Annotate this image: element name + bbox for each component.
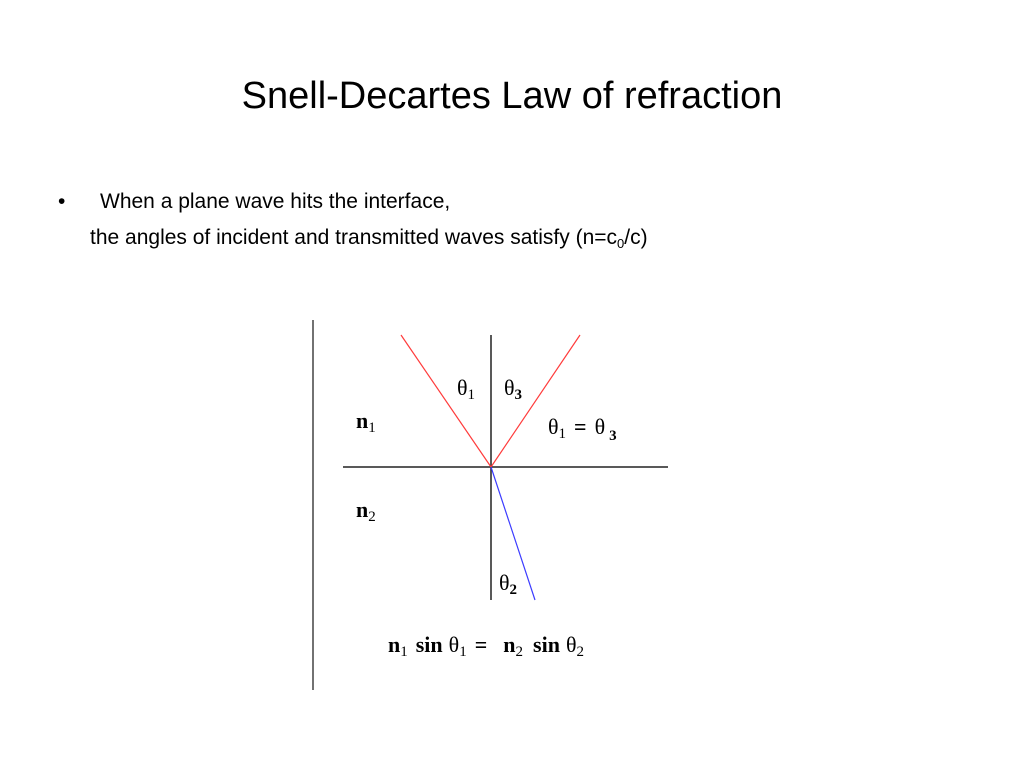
bullet-mark: • [58, 190, 66, 213]
n2-label: n2 [356, 497, 376, 525]
reflected-ray [491, 335, 580, 467]
theta1-label: θ1 [457, 375, 476, 403]
bullet-line-1 [58, 184, 958, 220]
bullet-item [58, 184, 958, 256]
incident-ray [401, 335, 491, 467]
reflection-equation: θ1 = θ $_3$ [548, 414, 617, 444]
theta3-label: θ3 [504, 375, 523, 403]
bullet-line-2 [58, 220, 958, 256]
slide-title: Snell-Decartes Law of refraction [241, 75, 783, 117]
bullet-text-2a: the angles of incident and transmitted waves satisfy (n=c [90, 226, 618, 249]
n1-label: n1 [356, 408, 376, 436]
snell-equation: n1 sin θ1 = n2 sin θ2 [388, 632, 584, 660]
transmitted-ray [491, 467, 535, 600]
refraction-diagram [300, 310, 700, 700]
bullet-text-2b: /c) [624, 226, 648, 249]
refraction-figure [300, 310, 700, 700]
theta2-label: θ2 [499, 570, 518, 598]
bullet-text-2-sub: 0 [617, 236, 625, 251]
bullet-text-1: When a plane wave hits the interface, [100, 190, 451, 213]
